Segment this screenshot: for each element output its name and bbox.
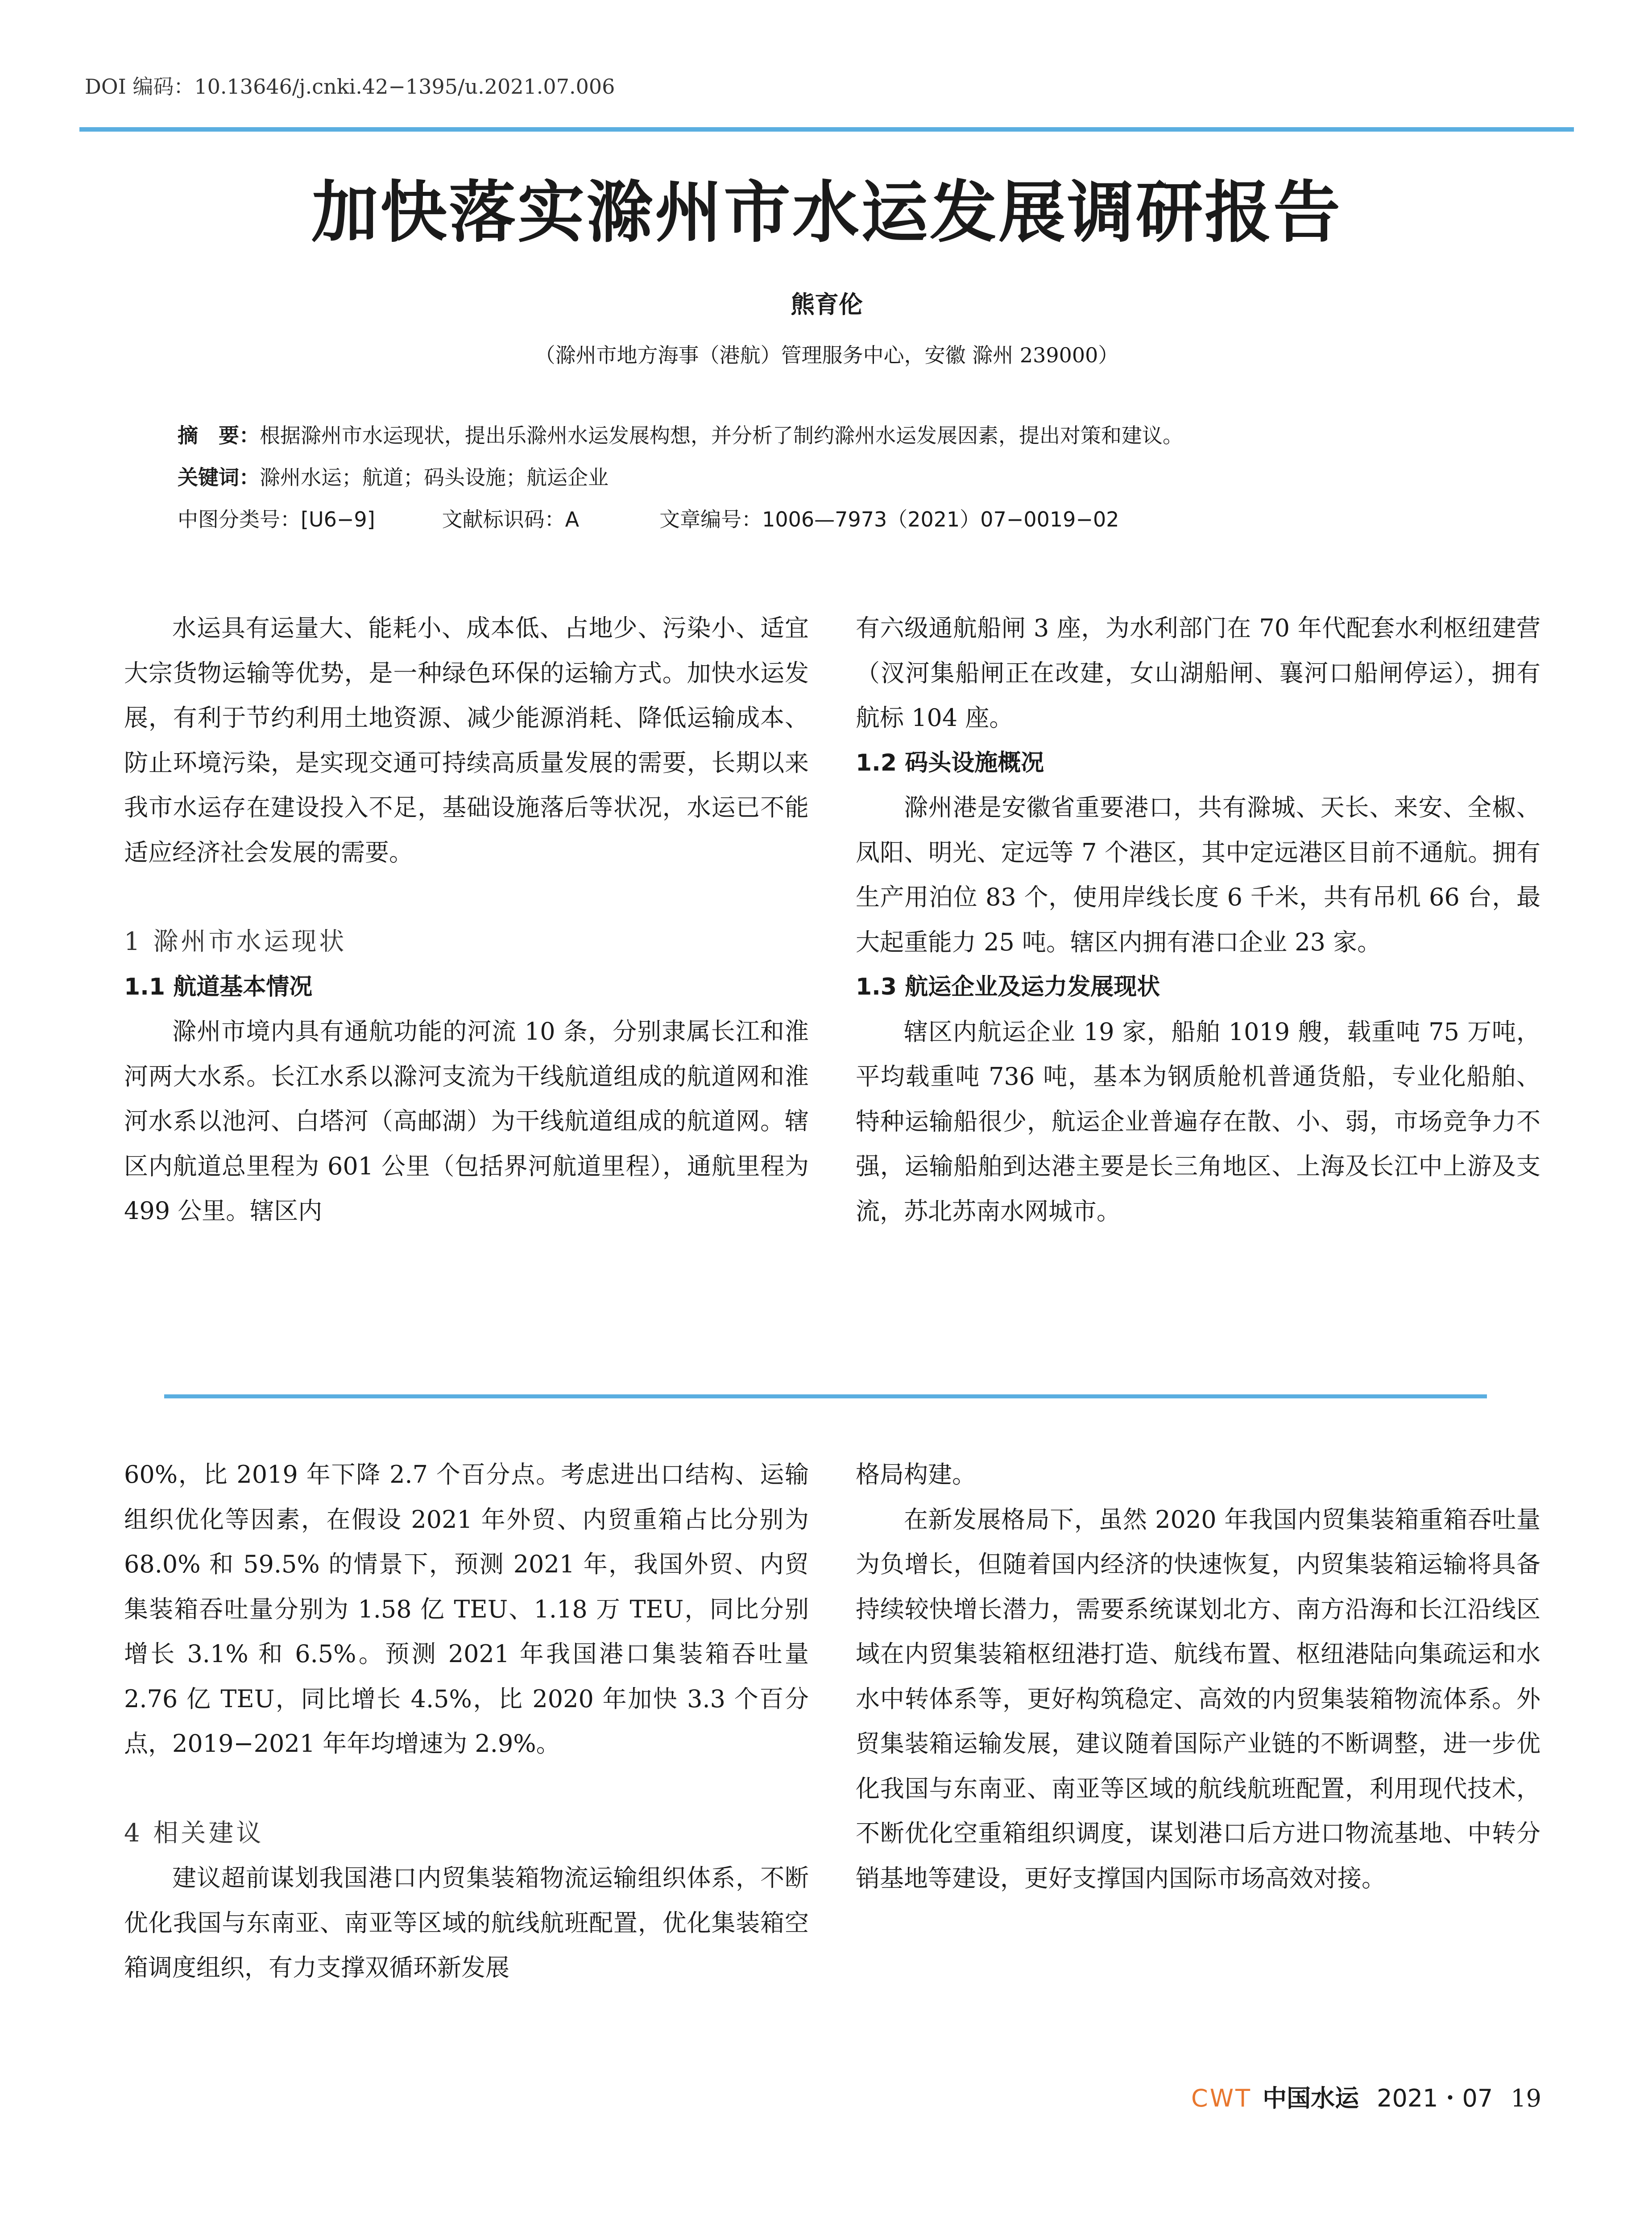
article-number: 文章编号：1006—7973（2021）07−0019−02	[659, 507, 1119, 531]
section-4-paragraph: 建议超前谋划我国港口内贸集装箱物流运输组织体系，不断优化我国与东南亚、南亚等区域的航线航班配置，优化集装箱空箱调度组织，有力支撑双循环新发展	[124, 1864, 809, 1982]
author-affiliation: （滁州市地方海事（港航）管理服务中心，安徽 滁州 239000）	[534, 343, 1119, 367]
keywords-label: 关键词：	[178, 465, 260, 489]
right-column-top	[856, 606, 1540, 1234]
journal-brand: CWT	[1191, 2084, 1252, 2112]
right-column-bottom	[856, 1452, 1540, 1901]
recommendation-paragraph: 在新发展格局下，虽然 2020 年我国内贸集装箱重箱吞吐量为负增长，但随着国内经济的快速恢复，内贸集装箱运输将具备持续较快增长潜力，需要系统谋划北方、南方沿海和长江沿线区域在内贸集装箱枢纽港打造、航线布置、枢纽港陆向集疏运和水水中转体系等，更好构筑稳定、高效的内贸集装箱物流体系。外贸集装箱运输发展，建议随着国际产业链的不断调整，进一步优化我国与东南亚、南亚等区域的航线航班配置，利用现代技术，不断优化空重箱组织调度，谋划港口后方进口物流基地、中转分销基地等建设，更好支撑国内国际市场高效对接。	[856, 1505, 1540, 1892]
section-1-3-paragraph: 辖区内航运企业 19 家，船舶 1019 艘，载重吨 75 万吨，平均载重吨 736 吨，基本为钢质舱机普通货船，专业化船舶、特种运输船很少，航运企业普遍存在散、小、弱，市场竞争力不强，运输船舶到达港主要是长三角地区、上海及长江中上游及支流，苏北苏南水网城市。	[856, 1017, 1540, 1225]
left-column-bottom	[124, 1452, 809, 1990]
intro-paragraph: 水运具有运量大、能耗小、成本低、占地少、污染小、适宜大宗货物运输等优势，是一种绿色环保的运输方式。加快水运发展，有利于节约利用土地资源、减少能源消耗、降低运输成本、防止环境污染，是实现交通可持续高质量发展的需要，长期以来我市水运存在建设投入不足，基础设施落后等状况，水运已不能适应经济社会发展的需要。	[124, 614, 809, 867]
section-1-3-heading: 1.3 航运企业及运力发展现状	[856, 974, 1160, 1000]
abstract	[178, 419, 1183, 449]
section-1-1-paragraph: 滁州市境内具有通航功能的河流 10 条，分别隶属长江和淮河两大水系。长江水系以滁河支流为干线航道组成的航道网和淮河水系以池河、白塔河（高邮湖）为干线航道组成的航道网。辖区内航道总里程为 601 公里（包括界河航道里程），通航里程为 499 公里。辖区内	[124, 1017, 809, 1225]
left-column-top	[124, 606, 809, 1234]
page-number: 19	[1511, 2084, 1541, 2112]
document-code: 文献标识码：A	[442, 507, 580, 531]
section-1-1-continued: 有六级通航船闸 3 座，为水利部门在 70 年代配套水利枢纽建营（汊河集船闸正在改建，女山湖船闸、襄河口船闸停运），拥有航标 104 座。	[856, 614, 1540, 732]
clc-number: 中图分类号：[U6−9]	[178, 507, 375, 531]
doi-line: DOI 编码：10.13646/j.cnki.42−1395/u.2021.07.006	[85, 75, 615, 99]
keywords-text: 滁州水运；航道；码头设施；航运企业	[260, 465, 609, 489]
section-1-2-paragraph: 滁州港是安徽省重要港口，共有滁城、天长、来安、全椒、凤阳、明光、定远等 7 个港区，其中定远港区目前不通航。拥有生产用泊位 83 个，使用岸线长度 6 千米，共有吊机 66 台，最大起重能力 25 吨。辖区内拥有港口企业 23 家。	[856, 793, 1540, 956]
top-rule	[79, 127, 1574, 132]
continued-paragraph: 60%，比 2019 年下降 2.7 个百分点。考虑进出口结构、运输组织优化等因素，在假设 2021 年外贸、内贸重箱占比分别为 68.0% 和 59.5% 的情景下，预测 2021 年，我国外贸、内贸集装箱吞吐量分别为 1.58 亿 TEU、1.18 万 TEU，同比分别增长 3.1% 和 6.5%。预测 2021 年我国港口集装箱吞吐量 2.76 亿 TEU，同比增长 4.5%，比 2020 年加快 3.3 个百分点，2019−2021 年年均增速为 2.9%。	[124, 1460, 809, 1758]
article-title: 加快落实滁州市水运发展调研报告	[311, 173, 1342, 252]
section-1-heading: 1 滁州市水运现状	[124, 927, 347, 956]
classification	[178, 503, 1119, 533]
section-divider	[164, 1394, 1487, 1398]
author-name: 熊育伦	[791, 290, 863, 319]
section-1-1-heading: 1.1 航道基本情况	[124, 973, 313, 1000]
section-4-heading: 4 相关建议	[124, 1818, 264, 1848]
page-footer	[1191, 2079, 1541, 2114]
section-1-2-heading: 1.2 码头设施概况	[856, 749, 1044, 776]
section-4-continued: 格局构建。	[856, 1460, 976, 1489]
abstract-text: 根据滁州市水运现状，提出乐滁州水运发展构想，并分析了制约滁州水运发展因素，提出对策和建议。	[260, 423, 1183, 448]
abstract-label: 摘 要：	[178, 423, 260, 448]
keywords	[178, 461, 609, 491]
issue-number: 2021・07	[1377, 2084, 1493, 2112]
journal-name: 中国水运	[1263, 2084, 1359, 2112]
